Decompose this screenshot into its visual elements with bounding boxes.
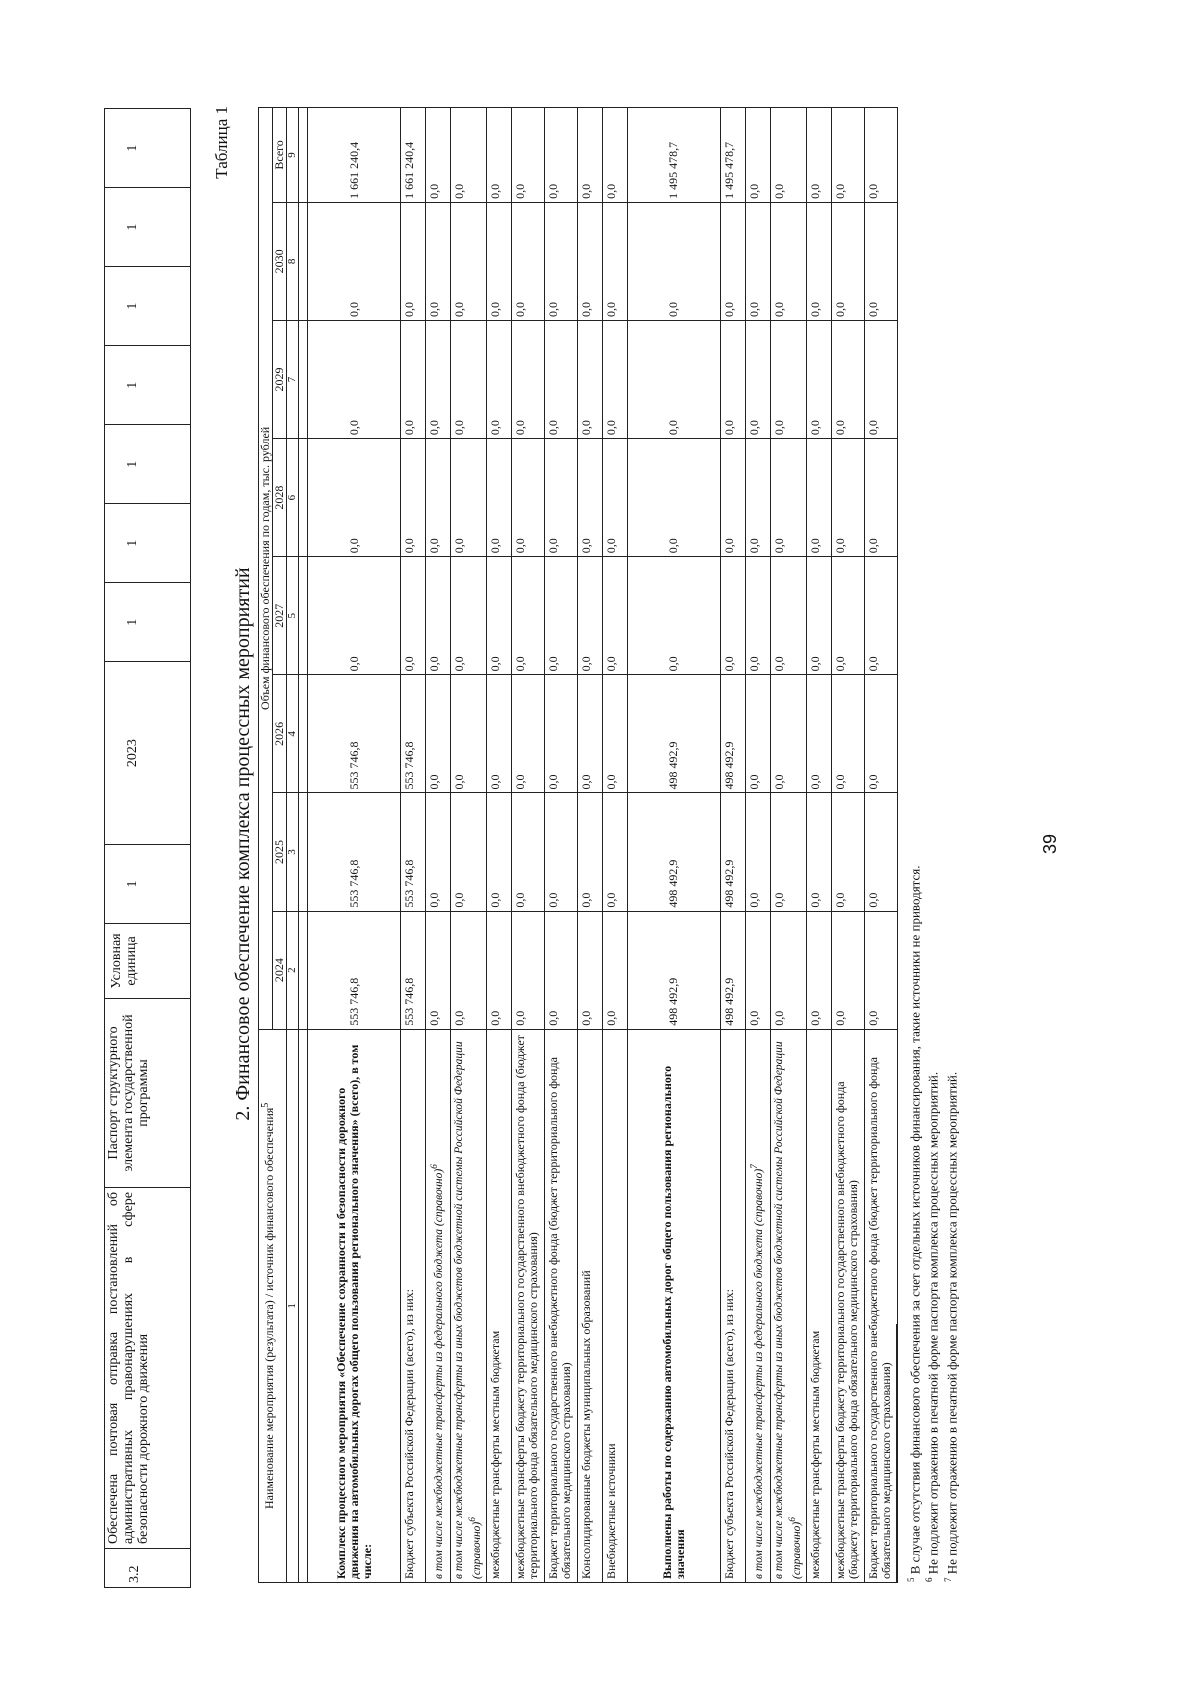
financing-total-cell: 0,0 — [770, 108, 806, 203]
financing-value-cell: 0,0 — [451, 557, 487, 675]
footnote-text: В случае отсутствия финансового обеспечения за счет отдельных источников финансирования, такие источники не приводятся. — [907, 865, 923, 1575]
financing-row-name-text: Бюджет субъекта Российской Федерации (всего), из них: — [402, 1289, 416, 1579]
indicator-table — [104, 108, 191, 1588]
financing-row-name — [806, 1029, 831, 1582]
financing-value-cell: 0,0 — [745, 439, 770, 557]
financing-value-cell: 0,0 — [806, 793, 831, 911]
indicator-number: 3.2 — [105, 1549, 191, 1588]
financing-value-cell: 0,0 — [544, 911, 577, 1029]
column-index: 7 — [287, 320, 299, 438]
financing-row-name-text: Выполнены работы по содержанию автомобильных дорог общего пользования регионального значения — [659, 1065, 687, 1579]
financing-total-cell: 0,0 — [745, 108, 770, 203]
financing-total-cell: 0,0 — [577, 108, 602, 203]
indicator-value: 1 — [105, 267, 191, 346]
financing-row-name — [451, 1029, 487, 1582]
indicator-value: 1 — [105, 346, 191, 425]
financing-row — [770, 108, 806, 1583]
financing-value-cell: 553 746,8 — [401, 675, 426, 793]
financing-row — [544, 108, 577, 1583]
financing-value-cell: 0,0 — [831, 439, 864, 557]
financing-row — [602, 108, 627, 1583]
financing-row-name-text: Бюджет территориального государственного внебюджетного фонда (бюджет территориального фонда обязательного медицинского страхования) — [865, 1057, 893, 1579]
financing-table — [258, 107, 898, 1583]
indicator-value: 1 — [105, 188, 191, 267]
footnote-item — [904, 865, 922, 1582]
financing-value-cell: 0,0 — [426, 439, 451, 557]
financing-row-name-text: Бюджет субъекта Российской Федерации (всего), из них: — [721, 1289, 736, 1579]
footnote-divider — [896, 1324, 897, 1582]
financing-value-cell: 0,0 — [511, 675, 544, 793]
financing-value-cell: 553 746,8 — [308, 911, 401, 1029]
financing-value-cell: 0,0 — [720, 202, 745, 320]
financing-value-cell: 0,0 — [602, 439, 627, 557]
financing-row-name — [486, 1029, 511, 1582]
financing-value-cell: 0,0 — [745, 793, 770, 911]
financing-row-name — [770, 1029, 806, 1582]
financing-row-name — [627, 1029, 720, 1582]
footnote-item — [922, 865, 940, 1582]
financing-total-cell: 0,0 — [864, 108, 897, 203]
financing-row-name — [401, 1029, 426, 1582]
financing-value-cell: 0,0 — [426, 320, 451, 438]
indicator-value: 1 — [105, 109, 191, 188]
financing-value-cell: 0,0 — [831, 320, 864, 438]
header-year: 2030 — [273, 202, 287, 320]
financing-row-name — [544, 1029, 577, 1582]
financing-value-cell: 498 492,9 — [720, 911, 745, 1029]
financing-value-cell: 0,0 — [864, 793, 897, 911]
financing-row — [745, 108, 770, 1583]
indicator-unit: Условная единица — [105, 924, 191, 999]
financing-value-cell: 0,0 — [426, 675, 451, 793]
financing-value-cell: 0,0 — [720, 320, 745, 438]
financing-value-cell: 0,0 — [426, 911, 451, 1029]
financing-value-cell: 0,0 — [451, 202, 487, 320]
indicator-base-value: 1 — [105, 844, 191, 923]
footnote-number: 6 — [924, 1577, 935, 1582]
financing-value-cell: 0,0 — [401, 202, 426, 320]
financing-value-cell: 0,0 — [486, 202, 511, 320]
financing-value-cell: 0,0 — [806, 557, 831, 675]
financing-total-cell: 0,0 — [831, 108, 864, 203]
financing-value-cell: 0,0 — [770, 675, 806, 793]
financing-row-name — [426, 1029, 451, 1582]
financing-value-cell: 553 746,8 — [401, 911, 426, 1029]
table-caption: Таблица 1 — [212, 106, 231, 179]
financing-value-cell: 0,0 — [511, 793, 544, 911]
financing-row-name — [831, 1029, 864, 1582]
financing-value-cell: 0,0 — [745, 911, 770, 1029]
financing-total-cell: 0,0 — [486, 108, 511, 203]
indicator-value: 1 — [105, 425, 191, 504]
header-name-footnote: 5 — [260, 1102, 271, 1108]
column-index: 5 — [287, 557, 299, 675]
header-name — [259, 1029, 287, 1582]
financing-value-cell: 0,0 — [511, 202, 544, 320]
footnote-text: Не подлежит отражению в печатной форме паспорта комплекса процессных мероприятий. — [943, 1071, 959, 1575]
financing-row-name-text: межбюджетные трансферты местным бюджетам — [487, 1330, 502, 1579]
financing-value-cell: 0,0 — [745, 320, 770, 438]
financing-row-name-text: межбюджетные трансферты бюджету территориального государственного внебюджетного фонда (бюджет территориального фонда обязательного медицинского страхования) — [512, 1035, 540, 1579]
financing-row — [577, 108, 602, 1583]
financing-value-cell: 0,0 — [401, 439, 426, 557]
financing-row-footnote: 6 — [786, 1516, 798, 1522]
financing-value-cell: 0,0 — [831, 202, 864, 320]
financing-value-cell: 0,0 — [602, 202, 627, 320]
financing-value-cell: 0,0 — [770, 320, 806, 438]
financing-value-cell: 0,0 — [577, 675, 602, 793]
financing-row — [627, 108, 720, 1583]
financing-row — [864, 108, 897, 1583]
financing-row-name — [577, 1029, 602, 1582]
financing-value-cell: 0,0 — [486, 557, 511, 675]
financing-value-cell: 0,0 — [486, 675, 511, 793]
header-year: 2026 — [273, 675, 287, 793]
financing-value-cell: 0,0 — [602, 675, 627, 793]
financing-value-cell: 0,0 — [451, 675, 487, 793]
financing-value-cell: 0,0 — [577, 439, 602, 557]
financing-header-row — [259, 108, 273, 1583]
financing-value-cell: 0,0 — [770, 439, 806, 557]
column-index: 4 — [287, 675, 299, 793]
financing-value-cell: 0,0 — [426, 557, 451, 675]
financing-value-cell: 0,0 — [806, 439, 831, 557]
financing-row-name — [511, 1029, 544, 1582]
column-index: 6 — [287, 439, 299, 557]
financing-total-cell: 0,0 — [806, 108, 831, 203]
financing-value-cell: 0,0 — [451, 439, 487, 557]
header-year: 2024 — [273, 911, 287, 1029]
financing-value-cell: 0,0 — [864, 911, 897, 1029]
financing-value-cell: 0,0 — [486, 439, 511, 557]
financing-row-name — [602, 1029, 627, 1582]
financing-value-cell: 498 492,9 — [627, 793, 720, 911]
financing-row — [308, 108, 401, 1583]
financing-row-name-text: в том числе межбюджетные трансферты из федерального бюджета (справочно) — [432, 1168, 445, 1579]
financing-row-footnote: 6 — [467, 1516, 478, 1522]
financing-value-cell: 0,0 — [806, 320, 831, 438]
financing-value-cell: 0,0 — [864, 675, 897, 793]
footnote-number: 7 — [942, 1577, 953, 1582]
financing-value-cell: 0,0 — [544, 675, 577, 793]
financing-row — [451, 108, 487, 1583]
footnote-text: Не подлежит отражению в печатной форме паспорта комплекса процессных мероприятий. — [925, 1071, 941, 1575]
financing-total-cell: 1 495 478,7 — [627, 108, 720, 203]
financing-value-cell: 0,0 — [544, 202, 577, 320]
financing-value-cell: 553 746,8 — [308, 793, 401, 911]
financing-value-cell: 0,0 — [401, 320, 426, 438]
financing-value-cell: 0,0 — [544, 793, 577, 911]
financing-value-cell: 553 746,8 — [308, 675, 401, 793]
financing-total-cell: 0,0 — [602, 108, 627, 203]
financing-value-cell: 0,0 — [806, 202, 831, 320]
footnotes — [904, 865, 959, 1582]
column-index: 8 — [287, 202, 299, 320]
financing-index-row — [287, 108, 299, 1583]
financing-value-cell: 0,0 — [308, 202, 401, 320]
financing-value-cell: 0,0 — [745, 202, 770, 320]
financing-total-cell: 0,0 — [451, 108, 487, 203]
header-total: Всего — [273, 108, 287, 203]
header-year: 2027 — [273, 557, 287, 675]
financing-value-cell: 498 492,9 — [720, 793, 745, 911]
financing-value-cell: 0,0 — [831, 793, 864, 911]
column-index: 9 — [287, 108, 299, 203]
financing-row — [426, 108, 451, 1583]
financing-value-cell: 0,0 — [486, 320, 511, 438]
financing-value-cell: 0,0 — [401, 557, 426, 675]
indicator-row — [105, 109, 191, 1588]
financing-value-cell: 0,0 — [627, 202, 720, 320]
column-index: 2 — [287, 911, 299, 1029]
financing-value-cell: 0,0 — [511, 557, 544, 675]
header-year: 2028 — [273, 439, 287, 557]
financing-row-name-text: в том числе межбюджетные трансферты из иных бюджетов бюджетной системы Российской Федерации (справочно) — [453, 1041, 483, 1579]
financing-value-cell: 0,0 — [770, 793, 806, 911]
financing-value-cell: 0,0 — [627, 439, 720, 557]
financing-row-name — [720, 1029, 745, 1582]
indicator-value: 1 — [105, 583, 191, 662]
column-index: 1 — [287, 1029, 299, 1582]
financing-value-cell: 0,0 — [426, 202, 451, 320]
financing-value-cell: 0,0 — [308, 439, 401, 557]
financing-value-cell: 0,0 — [627, 557, 720, 675]
financing-value-cell: 0,0 — [864, 557, 897, 675]
financing-row-name-text: в том числе межбюджетные трансферты из иных бюджетов бюджетной системы Российской Федерации (справочно) — [772, 1041, 803, 1579]
financing-row-name-text: Консолидированные бюджеты муниципальных образований — [578, 1270, 593, 1579]
financing-value-cell: 498 492,9 — [627, 675, 720, 793]
financing-value-cell: 0,0 — [426, 793, 451, 911]
blank-row — [299, 108, 308, 1583]
financing-value-cell: 0,0 — [806, 911, 831, 1029]
financing-row-name-text: Внебюджетные источники — [603, 1443, 618, 1579]
indicator-name: Обеспечена почтовая отправка постановлений об административных правонарушениях в сфере безопасности дорожного движения — [105, 1188, 191, 1549]
financing-row-name-text: межбюджетные трансферты бюджету территориального государственного внебюджетного фонда (бюджету территориального фонда обязательного медицинского страхования) — [832, 1081, 860, 1579]
indicator-value: 1 — [105, 504, 191, 583]
financing-row-name-text: Бюджет территориального государственного внебюджетного фонда (бюджет территориального фонда обязательного медицинского страхования) — [545, 1057, 573, 1579]
header-volume: Объем финансового обеспечения по годам, тыс. рублей — [259, 108, 273, 1030]
financing-value-cell: 0,0 — [577, 557, 602, 675]
financing-total-cell: 1 661 240,4 — [308, 108, 401, 203]
indicator-document: Паспорт структурного элемента государственной программы — [105, 999, 191, 1188]
financing-row-name-text: Комплекс процессного мероприятия «Обеспечение сохранности и безопасности дорожного движения на автомобильных дорогах общего пользования регионального значения» (всего), в том числе: — [333, 1044, 374, 1579]
financing-row-footnote: 6 — [429, 1164, 440, 1169]
financing-value-cell: 498 492,9 — [720, 675, 745, 793]
financing-value-cell: 0,0 — [831, 675, 864, 793]
financing-value-cell: 0,0 — [627, 320, 720, 438]
financing-value-cell: 0,0 — [602, 793, 627, 911]
financing-value-cell: 0,0 — [544, 320, 577, 438]
financing-total-cell: 0,0 — [426, 108, 451, 203]
financing-row — [831, 108, 864, 1583]
financing-table-body — [308, 108, 898, 1583]
indicator-base-year: 2023 — [105, 662, 191, 845]
column-index: 3 — [287, 793, 299, 911]
financing-total-cell: 0,0 — [544, 108, 577, 203]
financing-value-cell: 0,0 — [720, 439, 745, 557]
financing-row-name — [745, 1029, 770, 1582]
financing-value-cell: 0,0 — [806, 675, 831, 793]
financing-row-footnote: 7 — [748, 1164, 760, 1169]
financing-row — [806, 108, 831, 1583]
financing-value-cell: 0,0 — [745, 557, 770, 675]
financing-value-cell: 0,0 — [770, 557, 806, 675]
financing-row-name-text: в том числе межбюджетные трансферты из федерального бюджета (справочно) — [752, 1168, 765, 1579]
financing-value-cell: 0,0 — [720, 557, 745, 675]
financing-value-cell: 498 492,9 — [627, 911, 720, 1029]
page-number: 39 — [1040, 833, 1060, 855]
financing-value-cell: 0,0 — [544, 557, 577, 675]
financing-value-cell: 0,0 — [511, 320, 544, 438]
financing-value-cell: 0,0 — [486, 911, 511, 1029]
financing-value-cell: 0,0 — [831, 911, 864, 1029]
financing-row — [486, 108, 511, 1583]
financing-value-cell: 0,0 — [577, 320, 602, 438]
financing-row-name — [864, 1029, 897, 1582]
financing-value-cell: 0,0 — [451, 320, 487, 438]
financing-value-cell: 0,0 — [770, 202, 806, 320]
financing-value-cell: 0,0 — [577, 911, 602, 1029]
financing-total-cell: 1 661 240,4 — [401, 108, 426, 203]
financing-row — [720, 108, 745, 1583]
financing-row-name-text: межбюджетные трансферты местным бюджетам — [807, 1330, 822, 1579]
financing-value-cell: 0,0 — [745, 675, 770, 793]
financing-total-cell: 0,0 — [511, 108, 544, 203]
financing-value-cell: 553 746,8 — [401, 793, 426, 911]
financing-value-cell: 0,0 — [864, 439, 897, 557]
financing-value-cell: 0,0 — [544, 439, 577, 557]
financing-row-name — [308, 1029, 401, 1582]
financing-value-cell: 0,0 — [577, 793, 602, 911]
financing-value-cell: 0,0 — [864, 320, 897, 438]
financing-value-cell: 0,0 — [511, 439, 544, 557]
financing-value-cell: 0,0 — [602, 911, 627, 1029]
financing-value-cell: 0,0 — [486, 793, 511, 911]
financing-row — [511, 108, 544, 1583]
financing-value-cell: 0,0 — [511, 911, 544, 1029]
financing-value-cell: 0,0 — [831, 557, 864, 675]
financing-value-cell: 0,0 — [770, 911, 806, 1029]
header-year: 2029 — [273, 320, 287, 438]
financing-value-cell: 0,0 — [864, 202, 897, 320]
footnote-item — [941, 865, 959, 1582]
financing-value-cell: 0,0 — [308, 320, 401, 438]
financing-value-cell: 0,0 — [308, 557, 401, 675]
financing-total-cell: 1 495 478,7 — [720, 108, 745, 203]
financing-row — [401, 108, 426, 1583]
financing-value-cell: 0,0 — [451, 793, 487, 911]
section-heading: 2. Финансовое обеспечение комплекса процессных мероприятий — [232, 567, 254, 1121]
header-year: 2025 — [273, 793, 287, 911]
header-name-text: Наименование мероприятия (результата) / источник финансового обеспечения — [262, 1107, 276, 1510]
financing-value-cell: 0,0 — [451, 911, 487, 1029]
financing-value-cell: 0,0 — [577, 202, 602, 320]
financing-value-cell: 0,0 — [602, 320, 627, 438]
footnote-number: 5 — [906, 1577, 916, 1582]
financing-value-cell: 0,0 — [602, 557, 627, 675]
